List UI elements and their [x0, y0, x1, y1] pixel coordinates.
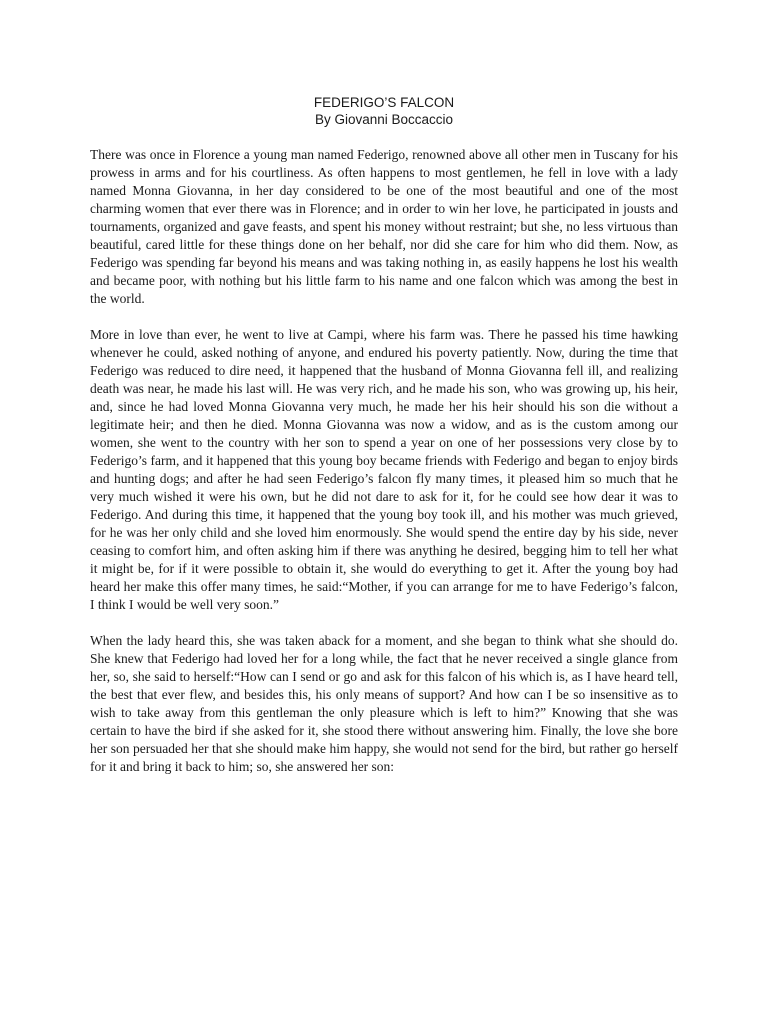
body-text	[90, 146, 678, 794]
paragraph-1: There was once in Florence a young man named Federigo, renowned above all other men in Tuscany for his prowess in arms and for his courtliness. As often happens to most gentlemen, he fell in love with a lady named Monna Giovanna, in her day considered to be one of the most beautiful and one of the most charming women that ever there was in Florence; and in order to win her love, he participated in jousts and tournaments, organized and gave feasts, and spent his money without restraint; but she, no less virtuous than beautiful, cared little for these things done on her behalf, nor did she care for him who did them. Now, as Federigo was spending far beyond his means and was taking nothing in, as easily happens he lost his wealth and became poor, with nothing but his little farm to his name and one falcon which was among the best in the world.	[90, 147, 678, 306]
document-title: FEDERIGO’S FALCON	[313, 95, 455, 110]
title-block	[0, 94, 768, 128]
paragraph-3: When the lady heard this, she was taken aback for a moment, and she began to think what she should do. She knew that Federigo had loved her for a long while, the fact that he never received a single glance from her, so, she said to herself:“How can I send or go and ask for this falcon of his which is, as I have heard tell, the best that ever flew, and besides this, his only means of support? And how can I be so insensitive as to wish to take away from this gentleman the only pleasure which is left to him?” Knowing that she was certain to have the bird if she asked for it, she stood there without answering him. Finally, the love she bore her son persuaded her that she should make him happy, she would not send for the bird, but rather go herself for it and bring it back to him; so, she answered her son:	[90, 633, 678, 774]
author-byline: By Giovanni Boccaccio	[314, 112, 454, 127]
paragraph-2: More in love than ever, he went to live at Campi, where his farm was. There he passed his time hawking whenever he could, asked nothing of anyone, and endured his poverty patiently. Now, during the time that Federigo was reduced to dire need, it happened that the husband of Monna Giovanna fell ill, and realizing death was near, he made his last will. He was very rich, and he made his son, who was growing up, his heir, and, since he had loved Monna Giovanna very much, he made her his heir should his son die without a legitimate heir; and then he died. Monna Giovanna was now a widow, and as is the custom among our women, she went to the country with her son to spend a year on one of her possessions very close by to Federigo’s farm, and it happened that this young boy became friends with Federigo and began to enjoy birds and hunting dogs; and after he had seen Federigo’s falcon fly many times, it pleased him so much that he very much wished it were his own, but he did not dare to ask for it, for he could see how dear it was to Federigo. And during this time, it happened that the young boy took ill, and his mother was much grieved, for he was her only child and she loved him enormously. She would spend the entire day by his side, never ceasing to comfort him, and often asking him if there was anything he desired, begging him to tell her what it might be, for if it were possible to obtain it, she would do everything to get it. After the young boy had heard her make this offer many times, he said:“Mother, if you can arrange for me to have Federigo’s falcon, I think I would be well very soon.”	[90, 327, 678, 612]
